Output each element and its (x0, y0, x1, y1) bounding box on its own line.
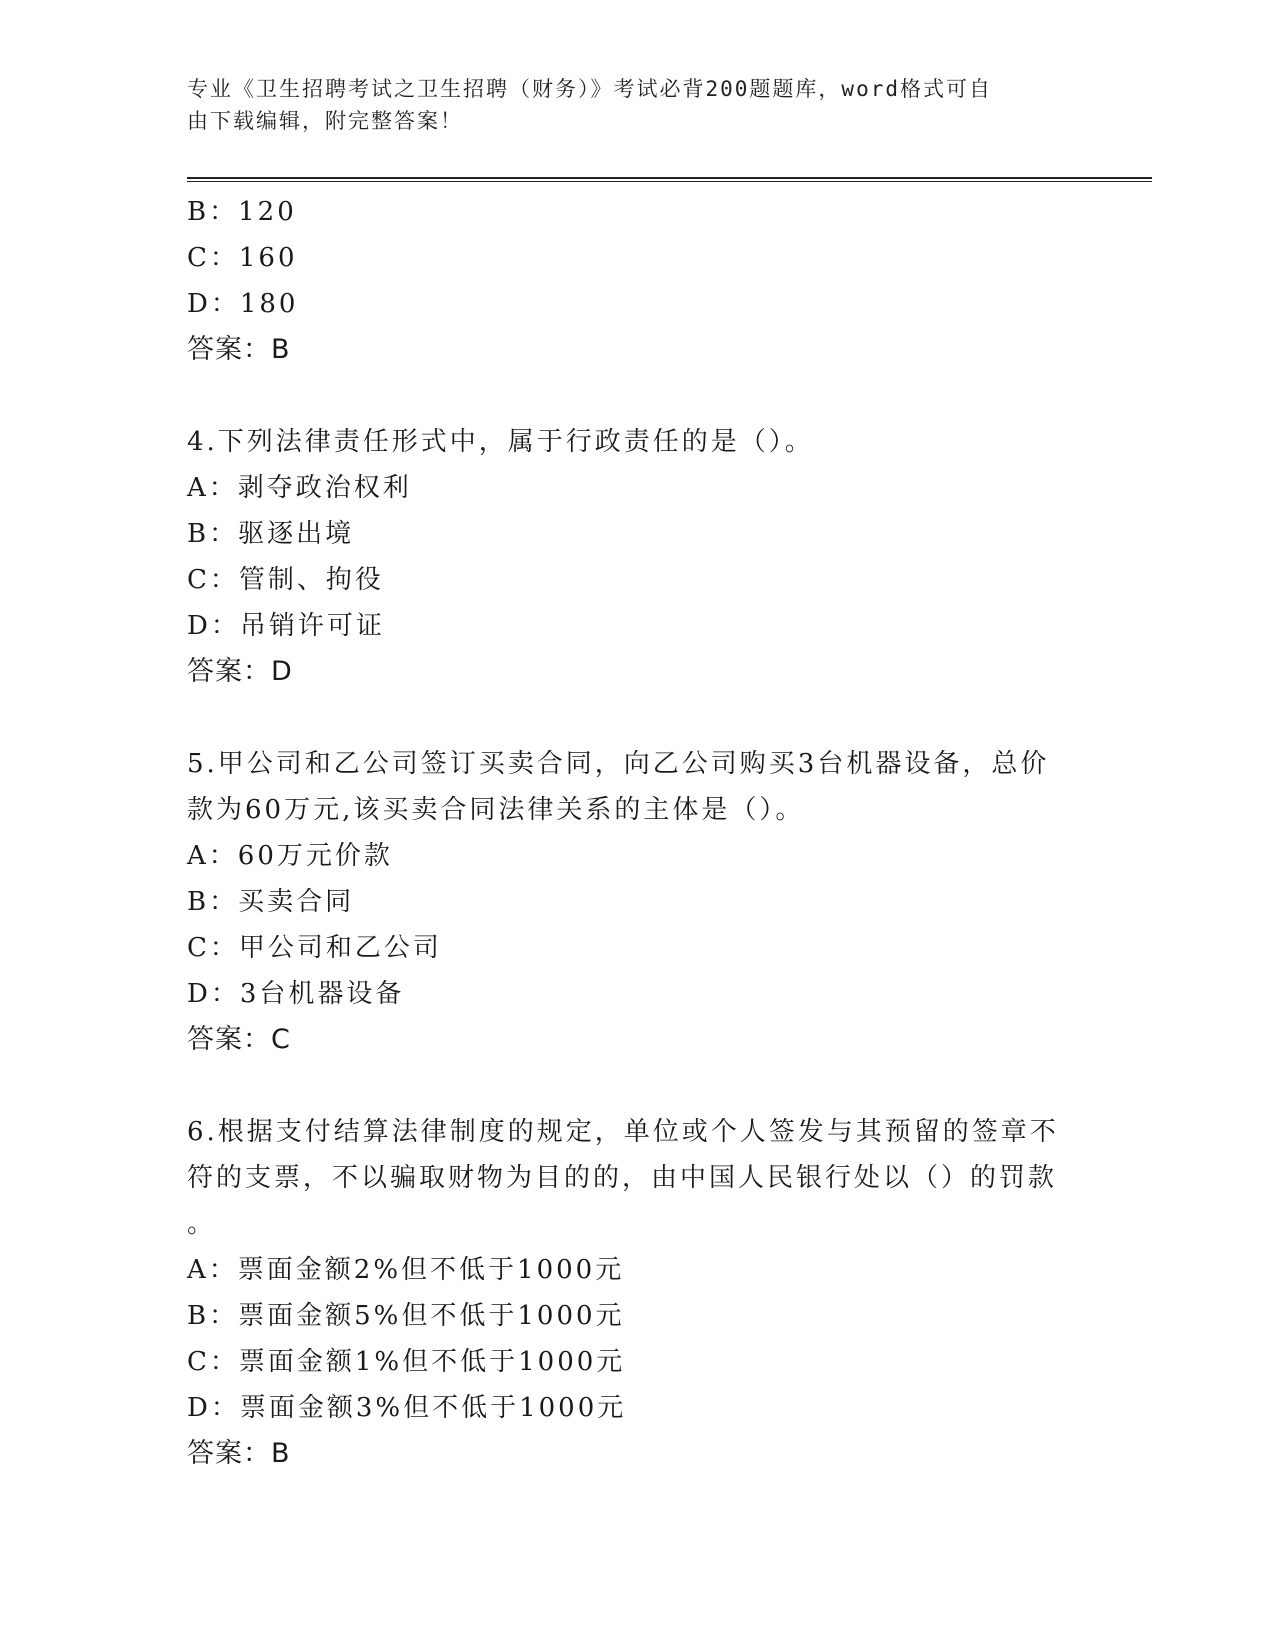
question-stem-line-1: 5.甲公司和乙公司签订买卖合同，向乙公司购买3台机器设备，总价 (187, 749, 1050, 779)
option-d: D：180 (187, 289, 299, 319)
option-d: D：吊销许可证 (187, 611, 385, 641)
option-b: B：120 (187, 197, 297, 227)
header-line-1: 专业《卫生招聘考试之卫生招聘（财务）》考试必背200题题库，word格式可自 (187, 77, 992, 101)
spacer (187, 695, 1087, 741)
option-a: A：60万元价款 (187, 841, 393, 871)
answer-label: 答案：B (187, 334, 291, 365)
option-c: C：甲公司和乙公司 (187, 933, 442, 963)
option-a: A：剥夺政治权利 (187, 473, 412, 503)
answer-label: 答案：D (187, 656, 293, 687)
question-list (187, 189, 1087, 1477)
option-c: C：160 (187, 243, 298, 273)
question-5 (187, 741, 1087, 1063)
option-c: C：票面金额1%但不低于1000元 (187, 1347, 626, 1377)
option-d: D：3台机器设备 (187, 979, 405, 1009)
question-stem-line-3: 。 (187, 1209, 217, 1239)
question-stem: 4.下列法律责任形式中，属于行政责任的是（）。 (187, 427, 814, 457)
document-header (187, 73, 1067, 137)
answer-label: 答案：C (187, 1024, 291, 1055)
question-stem-line-2: 符的支票，不以骗取财物为目的的，由中国人民银行处以（）的罚款 (187, 1163, 1058, 1193)
answer-label: 答案：B (187, 1438, 291, 1469)
question-stem-line-2: 款为60万元,该买卖合同法律关系的主体是（）。 (187, 795, 805, 825)
question-6 (187, 1109, 1087, 1477)
option-d: D：票面金额3%但不低于1000元 (187, 1393, 627, 1423)
header-divider (187, 177, 1152, 182)
option-b: B：买卖合同 (187, 887, 355, 917)
option-b: B：驱逐出境 (187, 519, 355, 549)
option-c: C：管制、拘役 (187, 565, 384, 595)
question-4 (187, 419, 1087, 695)
header-line-2: 由下载编辑，附完整答案！ (187, 109, 463, 133)
spacer (187, 1063, 1087, 1109)
spacer (187, 373, 1087, 419)
question-stem-line-1: 6.根据支付结算法律制度的规定，单位或个人签发与其预留的签章不 (187, 1117, 1059, 1147)
option-a: A：票面金额2%但不低于1000元 (187, 1255, 625, 1285)
option-b: B：票面金额5%但不低于1000元 (187, 1301, 625, 1331)
question-3-continued (187, 189, 1087, 373)
